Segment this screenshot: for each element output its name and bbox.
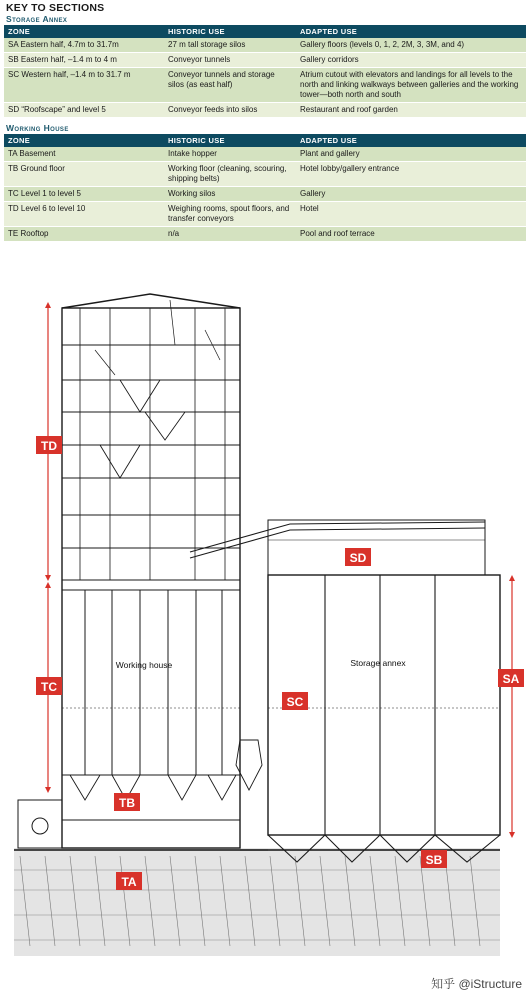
- adapted-cell: Plant and gallery: [296, 147, 526, 162]
- svg-text:SC: SC: [286, 695, 304, 709]
- zone-cell: TE Rooftop: [4, 227, 164, 242]
- key-title: KEY TO SECTIONS: [6, 2, 105, 14]
- col-adapted-use: ADAPTED USE: [296, 25, 526, 38]
- tag-tc: [36, 677, 62, 695]
- table-row: [4, 38, 526, 53]
- col-zone: ZONE: [4, 25, 164, 38]
- storage-annex-label: Storage annex: [350, 658, 406, 668]
- table-header-row: [4, 134, 526, 147]
- watermark: 知乎 @iStructure: [431, 977, 522, 991]
- left-annex: [18, 800, 62, 848]
- table-row: [4, 53, 526, 68]
- working-house-table: [4, 134, 526, 242]
- table-row: [4, 103, 526, 118]
- storage-annex: [240, 575, 500, 862]
- historic-cell: Working silos: [164, 187, 296, 202]
- historic-cell: n/a: [164, 227, 296, 242]
- zone-tags: [36, 436, 524, 890]
- zone-cell: TB Ground floor: [4, 162, 164, 187]
- zone-cell: TC Level 1 to level 5: [4, 187, 164, 202]
- table-row: [4, 68, 526, 103]
- working-house-title: Working House: [6, 123, 69, 133]
- section-drawing: [0, 278, 532, 1000]
- zone-cell: TA Basement: [4, 147, 164, 162]
- key-to-sections: [4, 2, 526, 242]
- storage-annex-table: [4, 25, 526, 118]
- table-row: [4, 227, 526, 242]
- zone-cell: SA Eastern half, 4.7m to 31.7m: [4, 38, 164, 53]
- historic-cell: 27 m tall storage silos: [164, 38, 296, 53]
- svg-text:SD: SD: [349, 551, 367, 565]
- table-row: [4, 202, 526, 227]
- adapted-cell: Restaurant and roof garden: [296, 103, 526, 118]
- adapted-cell: Pool and roof terrace: [296, 227, 526, 242]
- adapted-cell: Hotel lobby/gallery entrance: [296, 162, 526, 187]
- tag-td: [36, 436, 62, 454]
- dimension-arrows: [48, 305, 512, 835]
- col-historic-use: HISTORIC USE: [164, 25, 296, 38]
- svg-text:TC: TC: [41, 680, 57, 694]
- adapted-cell: Atrium cutout with elevators and landings for all levels to the north and linking walkways between galleries and the working tower—both north and south: [296, 68, 526, 103]
- historic-cell: Conveyor feeds into silos: [164, 103, 296, 118]
- storage-annex-title: Storage Annex: [6, 14, 68, 24]
- tag-sd: [345, 548, 371, 566]
- table-row: [4, 187, 526, 202]
- adapted-cell: Gallery corridors: [296, 53, 526, 68]
- table-row: [4, 147, 526, 162]
- svg-text:TD: TD: [41, 439, 57, 453]
- tower-roof: [62, 294, 240, 308]
- adapted-cell: Hotel: [296, 202, 526, 227]
- tag-ta: [116, 872, 142, 890]
- zone-cell: SB Eastern half, –1.4 m to 4 m: [4, 53, 164, 68]
- historic-cell: Conveyor tunnels and storage silos (as east half): [164, 68, 296, 103]
- adapted-cell: Gallery floors (levels 0, 1, 2, 2M, 3, 3M, and 4): [296, 38, 526, 53]
- tag-sc: [282, 692, 308, 710]
- svg-text:TB: TB: [119, 796, 135, 810]
- tag-sa: [498, 669, 524, 687]
- historic-cell: Conveyor tunnels: [164, 53, 296, 68]
- historic-cell: Intake hopper: [164, 147, 296, 162]
- working-house-label: Working house: [115, 660, 173, 670]
- zone-cell: SC Western half, –1.4 m to 31.7 m: [4, 68, 164, 103]
- adapted-cell: Gallery: [296, 187, 526, 202]
- tag-sb: [421, 850, 447, 868]
- zone-cell: TD Level 6 to level 10: [4, 202, 164, 227]
- table-header-row: [4, 25, 526, 38]
- col-adapted-use: ADAPTED USE: [296, 134, 526, 147]
- table-row: [4, 162, 526, 187]
- col-historic-use: HISTORIC USE: [164, 134, 296, 147]
- col-zone: ZONE: [4, 134, 164, 147]
- historic-cell: Weighing rooms, spout floors, and transfer conveyors: [164, 202, 296, 227]
- historic-cell: Working floor (cleaning, scouring, shipping belts): [164, 162, 296, 187]
- tag-tb: [114, 793, 140, 811]
- working-house-tower: [62, 294, 240, 848]
- zone-cell: SD “Roofscape” and level 5: [4, 103, 164, 118]
- svg-text:TA: TA: [121, 875, 137, 889]
- svg-text:SB: SB: [425, 853, 443, 867]
- svg-text:SA: SA: [502, 672, 520, 686]
